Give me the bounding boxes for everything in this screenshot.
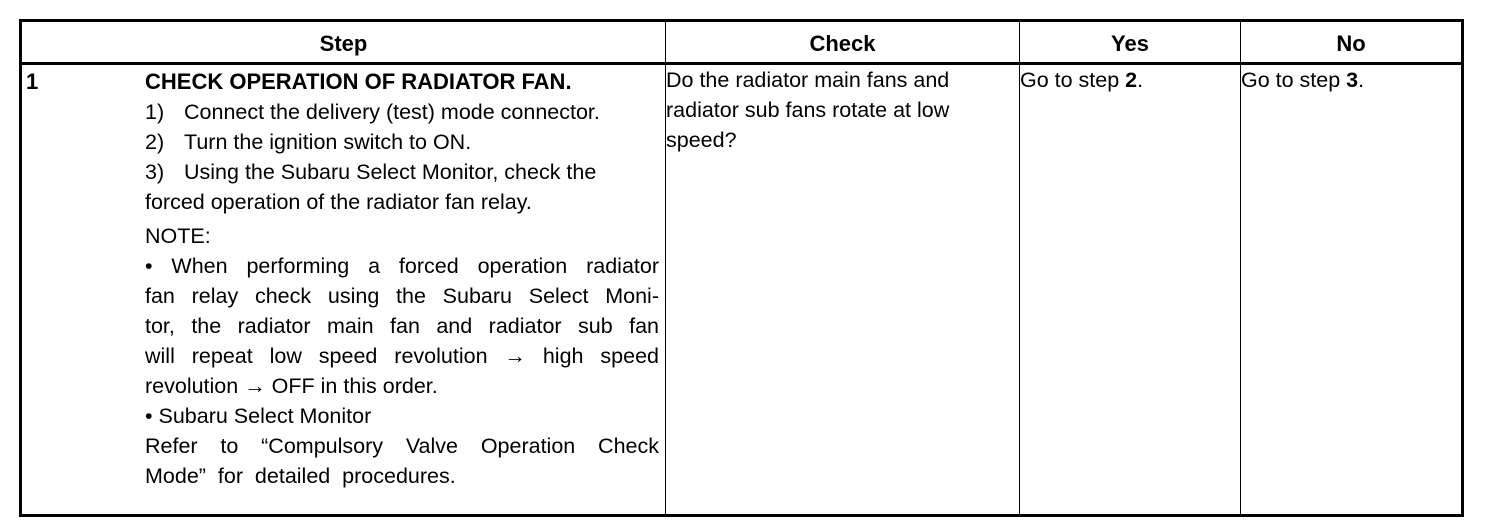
yes-suffix: . xyxy=(1137,68,1144,92)
yes-step-link[interactable]: 2 xyxy=(1125,68,1138,92)
substep-3-continued: forced operation of the radiator fan relay. xyxy=(145,190,532,214)
step-body xyxy=(145,65,665,491)
note-bullet1-line1: • When performing a forced operation radiator xyxy=(145,254,659,278)
note-bullet2: • Subaru Select Monitor xyxy=(145,404,372,428)
substep-1-number: 1) xyxy=(145,100,165,124)
substep-2 xyxy=(145,127,659,157)
substep-3 xyxy=(145,157,659,187)
step-number: 1 xyxy=(26,69,39,94)
substep-2-number: 2) xyxy=(145,130,165,154)
check-line: Do the radiator main fans and xyxy=(666,68,950,92)
note-bullet1-line4: will repeat low speed revolution → high speed xyxy=(145,344,659,368)
yes-cell xyxy=(1020,64,1241,516)
substep-3-number: 3) xyxy=(145,160,165,184)
substep-1 xyxy=(145,97,659,127)
header-check: Check xyxy=(666,21,1020,64)
header-step: Step xyxy=(21,21,666,64)
note-refer-line2: Mode” for detailed procedures. xyxy=(145,464,456,488)
note-bullet1-line2: fan relay check using the Subaru Select Moni- xyxy=(145,284,659,308)
check-line: radiator sub fans rotate at low xyxy=(666,98,950,122)
note-label: NOTE: xyxy=(145,224,211,248)
check-line: speed? xyxy=(666,128,737,152)
note-refer-line1: Refer to “Compulsory Valve Operation Check xyxy=(145,434,659,458)
no-prefix: Go to step xyxy=(1241,68,1347,92)
substep-3-text: Using the Subaru Select Monitor, check the xyxy=(184,160,597,184)
header-yes: Yes xyxy=(1020,21,1241,64)
no-suffix: . xyxy=(1358,68,1365,92)
table-row xyxy=(21,64,1463,516)
header-no: No xyxy=(1241,21,1463,64)
no-step-link[interactable]: 3 xyxy=(1346,68,1359,92)
substep-2-text: Turn the ignition switch to ON. xyxy=(184,130,472,154)
note-bullet1-line3: tor, the radiator main fan and radiator sub fan xyxy=(145,314,659,338)
no-cell xyxy=(1241,64,1463,516)
step-cell xyxy=(21,64,666,516)
check-cell xyxy=(666,64,1020,516)
table-header-row xyxy=(21,21,1463,64)
step-title: CHECK OPERATION OF RADIATOR FAN. xyxy=(145,69,572,94)
note-bullet1-line5: revolution → OFF in this order. xyxy=(145,374,438,398)
substep-1-text: Connect the delivery (test) mode connector. xyxy=(184,100,600,124)
diagnostic-table xyxy=(19,19,1464,517)
yes-prefix: Go to step xyxy=(1020,68,1126,92)
